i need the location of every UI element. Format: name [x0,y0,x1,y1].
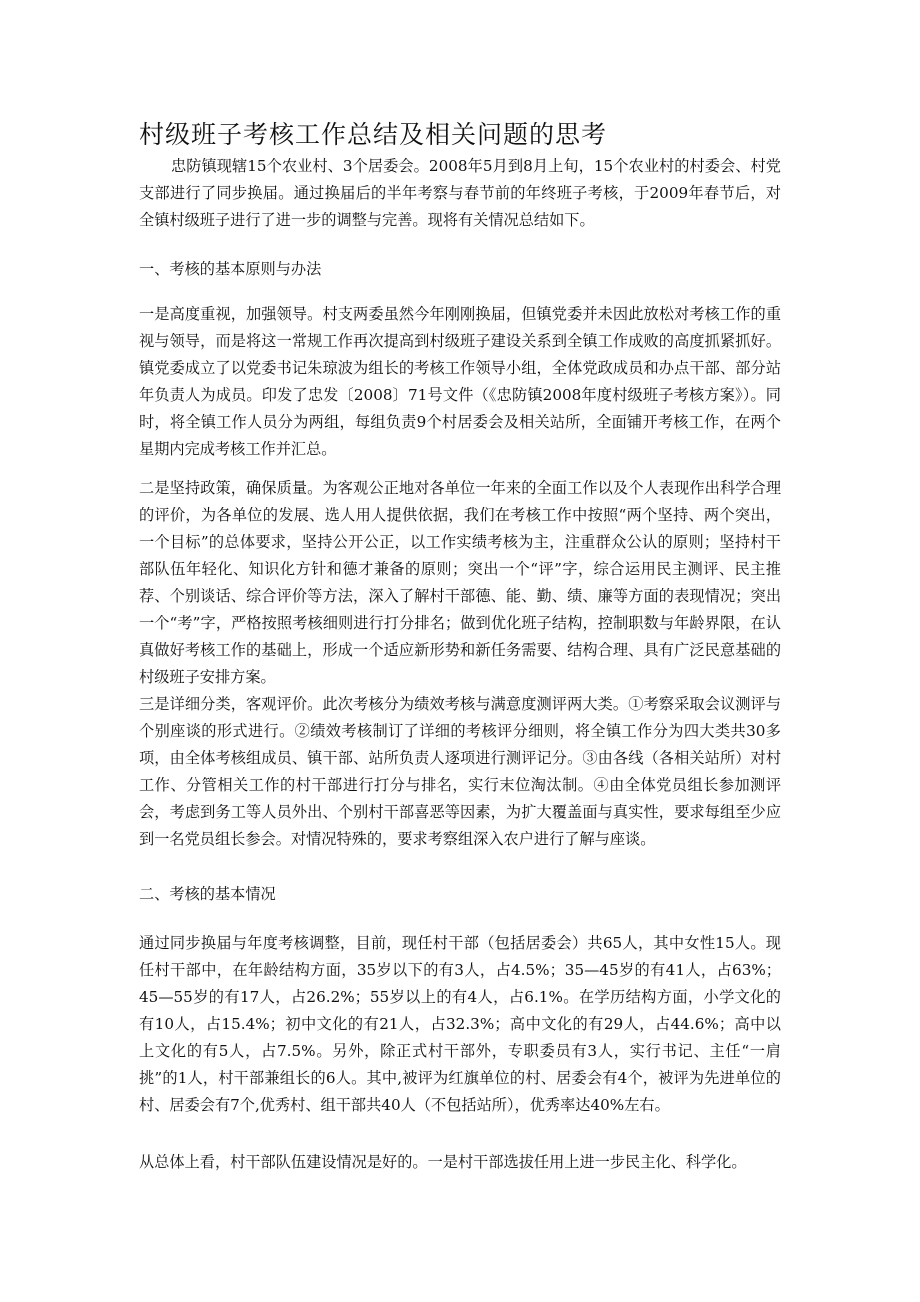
paragraph-overall: 从总体上看，村干部队伍建设情况是好的。一是村干部选拔任用上进一步民主化、科学化。 [139,1153,747,1171]
document-title: 村级班子考核工作总结及相关问题的思考 [139,120,608,149]
intro-paragraph: 忠防镇现辖15个农业村、3个居委会。2008年5月到8月上旬，15个农业村的村委会、村党支部进行了同步换届。通过换届后的半年考察与春节前的年终班子考核，于2009年春节后，对全镇村级班子进行了进一步的调整与完善。现将有关情况总结如下。 [139,157,781,229]
paragraph-leadership: 一是高度重视，加强领导。村支两委虽然今年刚刚换届，但镇党委并未因此放松对考核工作的重视与领导，而是将这一常规工作再次提高到村级班子建设关系到全镇工作成败的高度抓紧抓好。镇党委成立了以党委书记朱琼波为组长的考核工作领导小组，全体党政成员和办点干部、部分站年负责人为成员。印发了忠发〔2008〕71号文件（《忠防镇2008年度村级班子考核方案》）。同时，将全镇工作人员分为两组，每组负责9个村居委会及相关站所，全面铺开考核工作，在两个星期内完成考核工作并汇总。 [139,305,781,458]
paragraph-statistics: 通过同步换届与年度考核调整，目前，现任村干部（包括居委会）共65人，其中女性15人。现任村干部中，在年龄结构方面，35岁以下的有3人，占4.5%；35—45岁的有41人，占63%；45—55岁的有17人，占26.2%；55岁以上的有4人，占6.1%。在学历结构方面，小学文化的有10人，占15.4%；初中文化的有21人，占32.3%；高中文化的有29人，占44.6%；高中以上文化的有5人，占7.5%。另外，除正式村干部外，专职委员有3人，实行书记、主任“一肩挑”的1人，村干部兼组长的6人。其中,被评为红旗单位的村、居委会有4个，被评为先进单位的村、居委会有7个,优秀村、组干部共40人（不包括站所），优秀率达40%左右。 [139,934,781,1114]
paragraph-policy: 二是坚持政策，确保质量。为客观公正地对各单位一年来的全面工作以及个人表现作出科学合理的评价，为各单位的发展、选人用人提供依据，我们在考核工作中按照“两个坚持、两个突出，一个目标”的总体要求，坚持公开公正，以工作实绩考核为主，注重群众公认的原则；坚持村干部队伍年轻化、知识化方针和德才兼备的原则；突出一个“评”字，综合运用民主测评、民主推荐、个别谈话、综合评价等方法，深入了解村干部德、能、勤、绩、廉等方面的表现情况；突出一个“考”字，严格按照考核细则进行打分排名；做到优化班子结构，控制职数与年龄界限，在认真做好考核工作的基础上，形成一个适应新形势和新任务需要、结构合理、具有广泛民意基础的村级班子安排方案。 [139,479,781,686]
paragraph-classification: 三是详细分类，客观评价。此次考核分为绩效考核与满意度测评两大类。①考察采取会议测评与个别座谈的形式进行。②绩效考核制订了详细的考核评分细则，将全镇工作分为四大类共30多项，由全体考核组成员、镇干部、站所负责人逐项进行测评记分。③由各线（各相关站所）对村工作、分管相关工作的村干部进行打分与排名，实行末位淘汰制。④由全体党员组长参加测评会，考虑到务工等人员外出、个别村干部喜恶等因素，为扩大覆盖面与真实性，要求每组至少应到一名党员组长参会。对情况特殊的，要求考察组深入农户进行了解与座谈。 [139,695,781,848]
section-heading-principles: 一、考核的基本原则与办法 [139,260,322,278]
section-heading-situation: 二、考核的基本情况 [139,885,276,903]
